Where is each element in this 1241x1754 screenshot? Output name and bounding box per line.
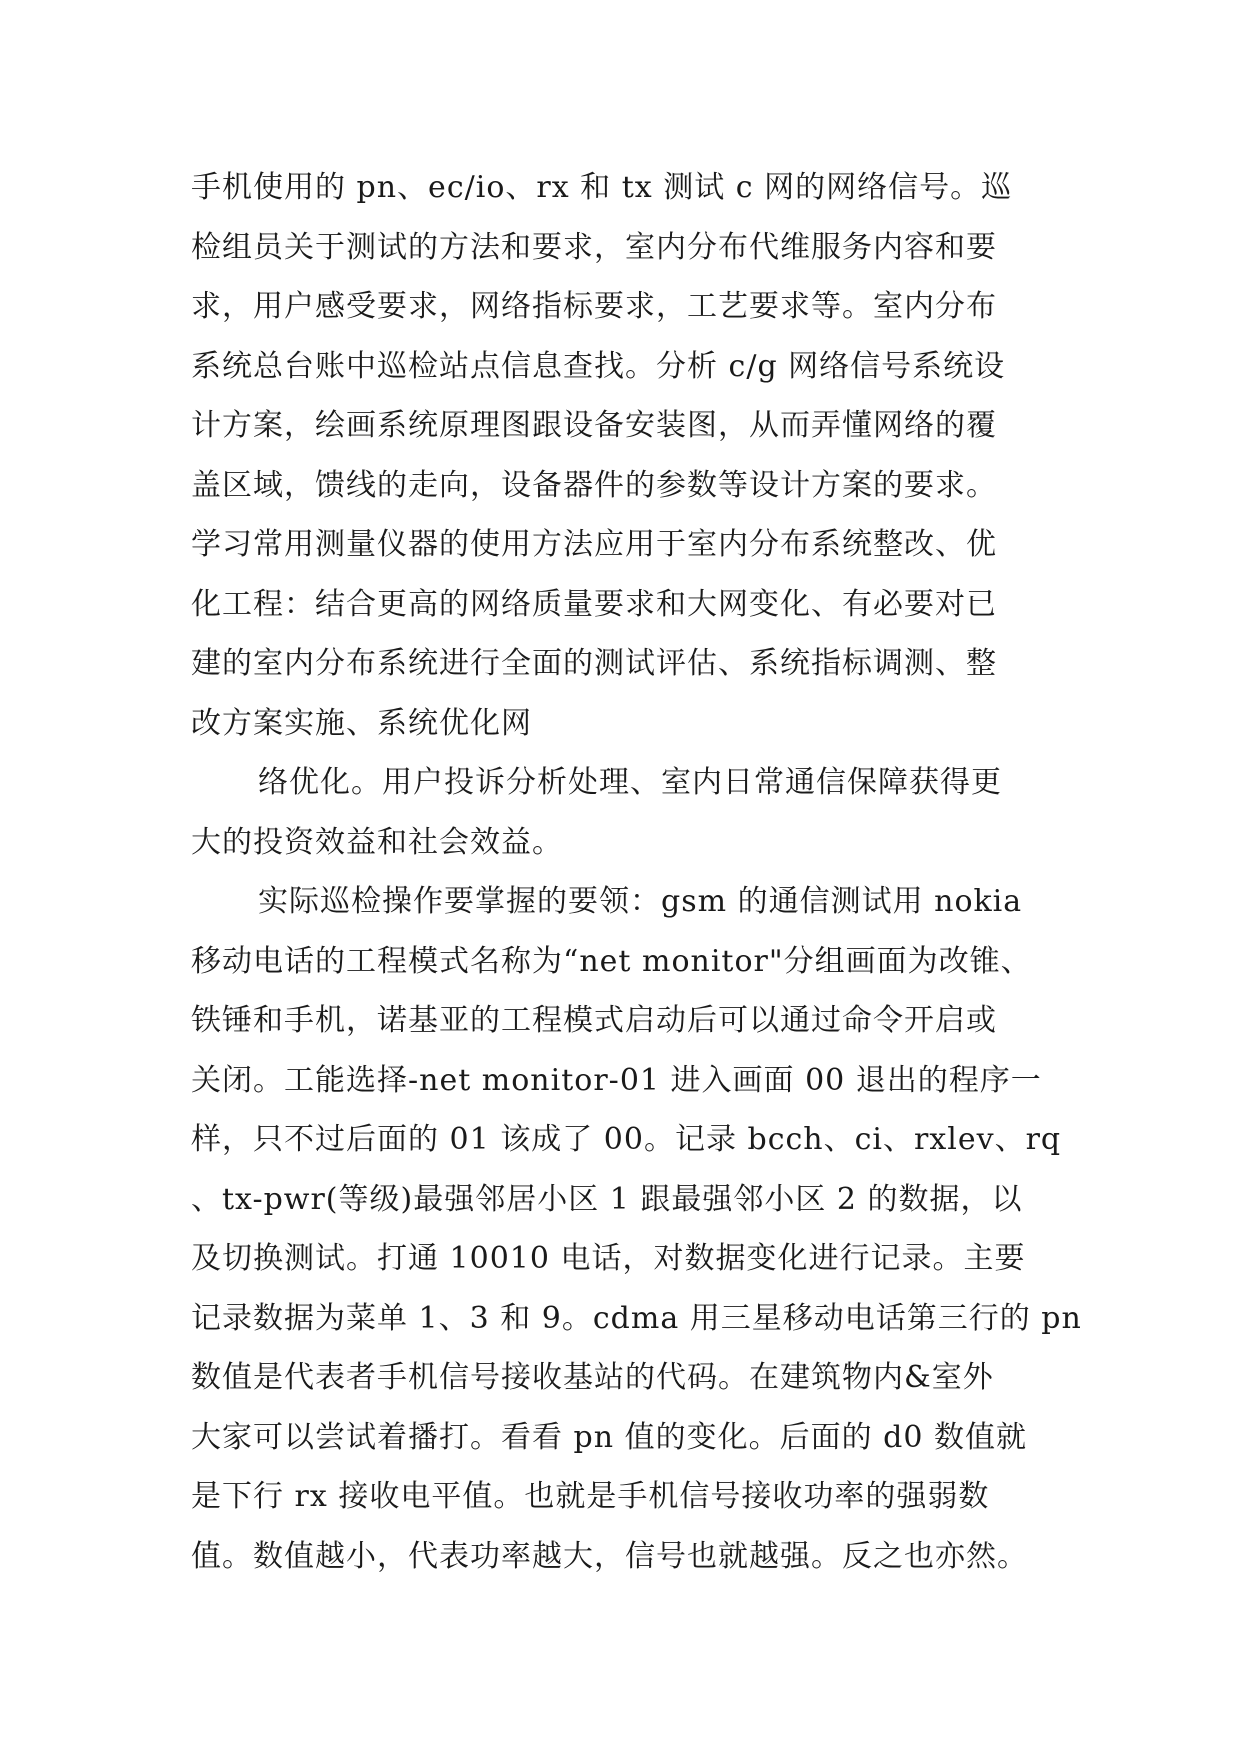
text-line: 数值是代表者手机信号接收基站的代码。在建筑物内&室外 <box>191 1360 994 1395</box>
text-line: 及切换测试。打通 10010 电话，对数据变化进行记录。主要 <box>191 1241 1026 1276</box>
text-line: 记录数据为菜单 1、3 和 9。cdma 用三星移动电话第三行的 pn <box>191 1300 1082 1336</box>
text-line: 移动电话的工程模式名称为“net monitor"分组画面为改锥、 <box>191 943 1032 979</box>
text-line: 系统总台账中巡检站点信息查找。分析 c/g 网络信号系统设 <box>191 348 1006 384</box>
text-line: 学习常用测量仪器的使用方法应用于室内分布系统整改、优 <box>191 527 997 562</box>
text-line: 样，只不过后面的 01 该成了 00。记录 bcch、ci、rxlev、rq <box>191 1122 1062 1157</box>
text-line: 建的室内分布系统进行全面的测试评估、系统指标调测、整 <box>191 646 997 681</box>
text-line: 铁锤和手机，诺基亚的工程模式启动后可以通过命令开启或 <box>191 1003 997 1038</box>
body-text <box>191 158 1082 1586</box>
text-line-paragraph-start: 络优化。用户投诉分析处理、室内日常通信保障获得更 <box>258 765 1002 800</box>
text-line: 手机使用的 pn、ec/io、rx 和 tx 测试 c 网的网络信号。巡 <box>191 170 1013 205</box>
text-line: 求，用户感受要求，网络指标要求，工艺要求等。室内分布 <box>191 289 997 324</box>
text-line: 值。数值越小，代表功率越大，信号也就越强。反之也亦然。 <box>191 1538 1028 1574</box>
text-line: 、tx-pwr(等级)最强邻居小区 1 跟最强邻小区 2 的数据，以 <box>191 1181 1023 1217</box>
text-line: 关闭。工能选择-net monitor-01 进入画面 00 退出的程序一 <box>191 1062 1042 1098</box>
text-line: 化工程：结合更高的网络质量要求和大网变化、有必要对已 <box>191 586 997 622</box>
text-line: 盖区域，馈线的走向，设备器件的参数等设计方案的要求。 <box>191 467 997 503</box>
text-line: 改方案实施、系统优化网 <box>191 705 532 741</box>
text-line-paragraph-start: 实际巡检操作要掌握的要领：gsm 的通信测试用 nokia <box>258 884 1023 919</box>
text-line: 大的投资效益和社会效益。 <box>191 824 563 860</box>
text-line: 大家可以尝试着播打。看看 pn 值的变化。后面的 d0 数值就 <box>191 1419 1027 1455</box>
text-line: 是下行 rx 接收电平值。也就是手机信号接收功率的强弱数 <box>191 1479 990 1514</box>
text-line: 计方案，绘画系统原理图跟设备安装图，从而弄懂网络的覆 <box>191 408 997 443</box>
text-line: 检组员关于测试的方法和要求，室内分布代维服务内容和要 <box>191 229 997 265</box>
